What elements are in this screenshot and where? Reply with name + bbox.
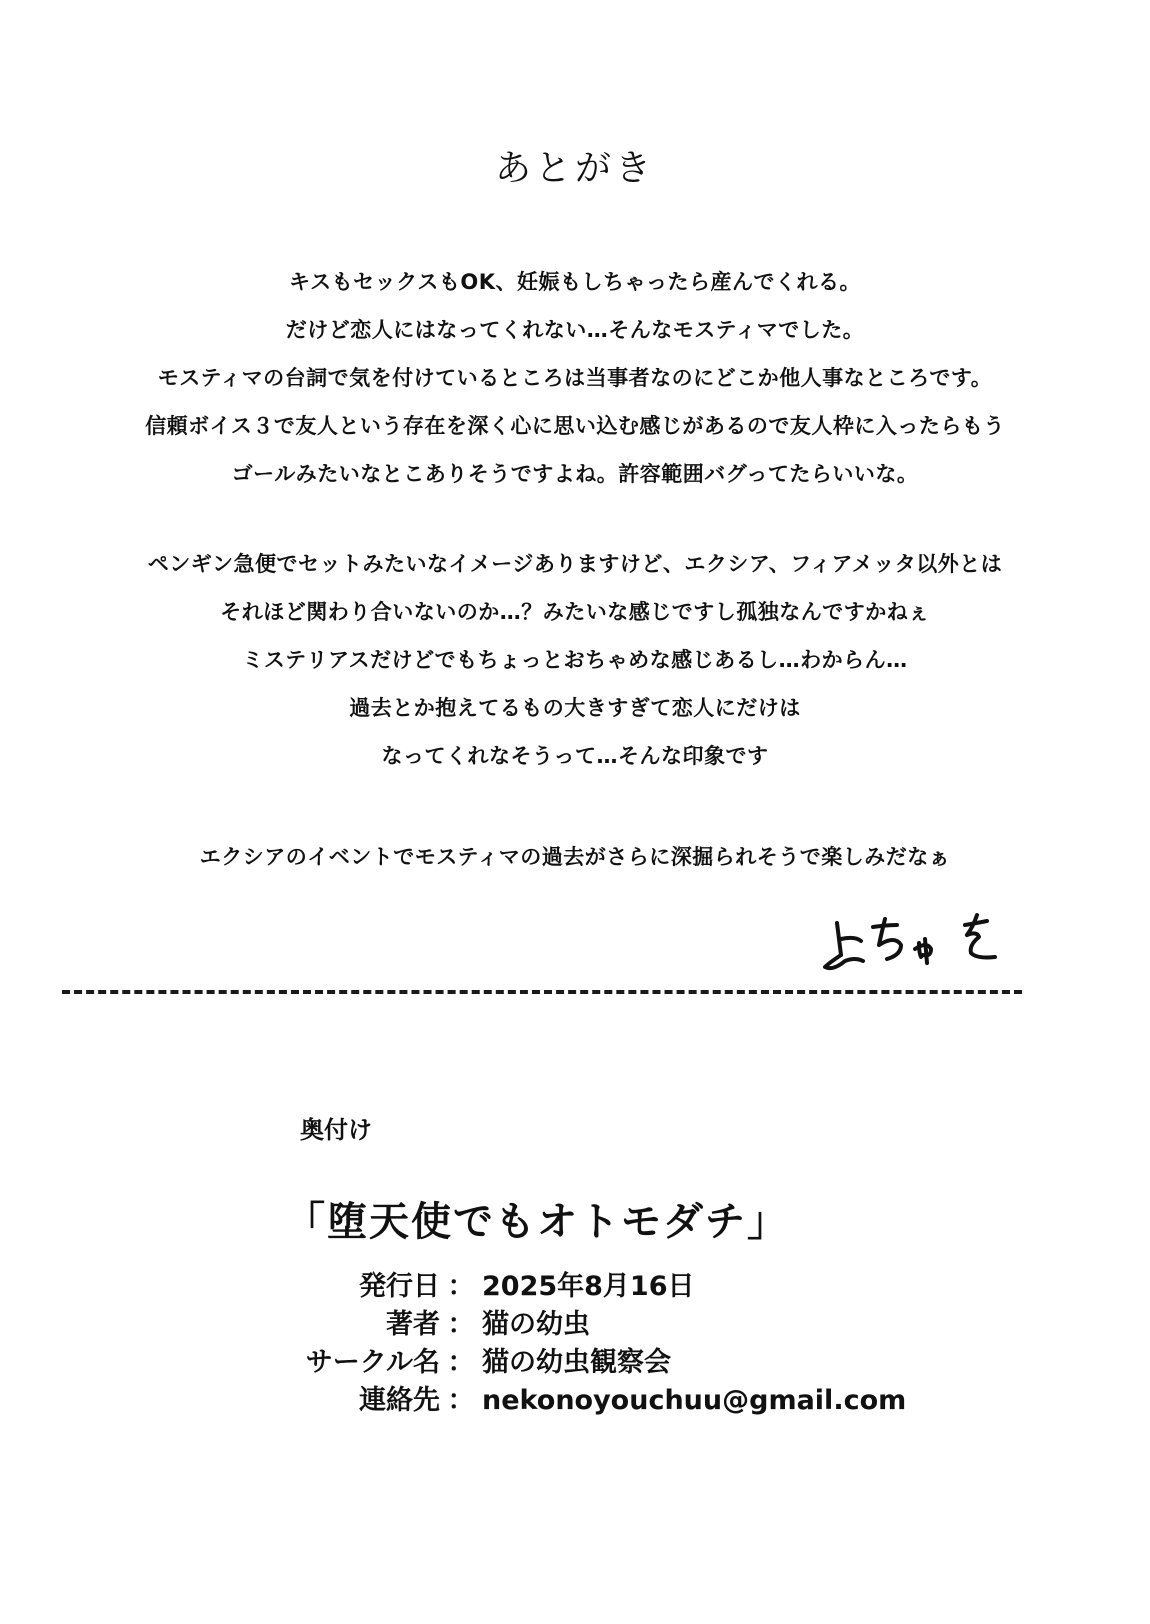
afterword-paragraph-3 [0,833,1150,881]
colophon-row-contact [290,1382,906,1420]
text-line: エクシアのイベントでモスティマの過去がさらに深掘られそうで楽しみだなぁ [199,845,951,869]
contact-label: 連絡先 [359,1385,440,1416]
circle-name-value: 猫の幼虫観察会 [482,1347,671,1378]
contact-email: nekonoyouchuu@gmail.com [482,1385,907,1416]
colophon-row-circle [290,1344,906,1382]
author-value: 猫の幼虫 [482,1309,590,1340]
text-line: キスもセックスもOK、妊娠もしちゃったら産んでくれる。 [289,270,861,294]
text-line: モスティマの台詞で気を付けているところは当事者なのにどこか他人事なところです。 [157,366,993,390]
text-line: 過去とか抱えてるもの大きすぎて恋人にだけは [349,696,801,720]
text-line: なってくれなそうって…そんな印象です [381,744,769,768]
colophon-row-publish-date [290,1268,906,1306]
text-line: それほど関わり合いないのか…？みたいな感じですし孤独なんですかねぇ [220,600,930,624]
text-line: 信頼ボイス３で友人という存在を深く心に思い込む感じがあるので友人枠に入ったらもう [145,414,1005,438]
publish-date-label: 発行日 [359,1271,440,1302]
signature-strokes-icon [815,905,1015,975]
author-label: 著者 [386,1309,440,1340]
handwritten-signature [815,905,1015,975]
separator: ： [447,1385,475,1416]
text-line: ミステリアスだけどでもちょっとおちゃめな感じあるし…わからん… [242,648,908,672]
separator: ： [447,1309,475,1340]
text-line: だけど恋人にはなってくれない…そんなモスティマでした。 [285,318,865,342]
colophon-row-author [290,1306,906,1344]
text-line: ゴールみたいなとこありそうですよね。許容範囲バグってたらいいな。 [231,462,919,486]
afterword-paragraph-2 [0,540,1150,780]
separator: ： [447,1271,475,1302]
afterword-paragraph-1 [0,258,1150,498]
circle-name-label: サークル名 [305,1347,440,1378]
book-title: 「堕天使でもオトモダチ」 [285,1199,789,1245]
colophon-heading: 奥付け [300,1116,372,1144]
section-divider [62,990,1022,994]
afterword-title: あとがき [494,148,655,189]
text-line: ペンギン急便でセットみたいなイメージありますけど、エクシア、フィアメッタ以外とは [147,552,1003,576]
colophon-details [290,1268,906,1420]
separator: ： [447,1347,475,1378]
publish-date-value: 2025年8月16日 [482,1271,695,1302]
